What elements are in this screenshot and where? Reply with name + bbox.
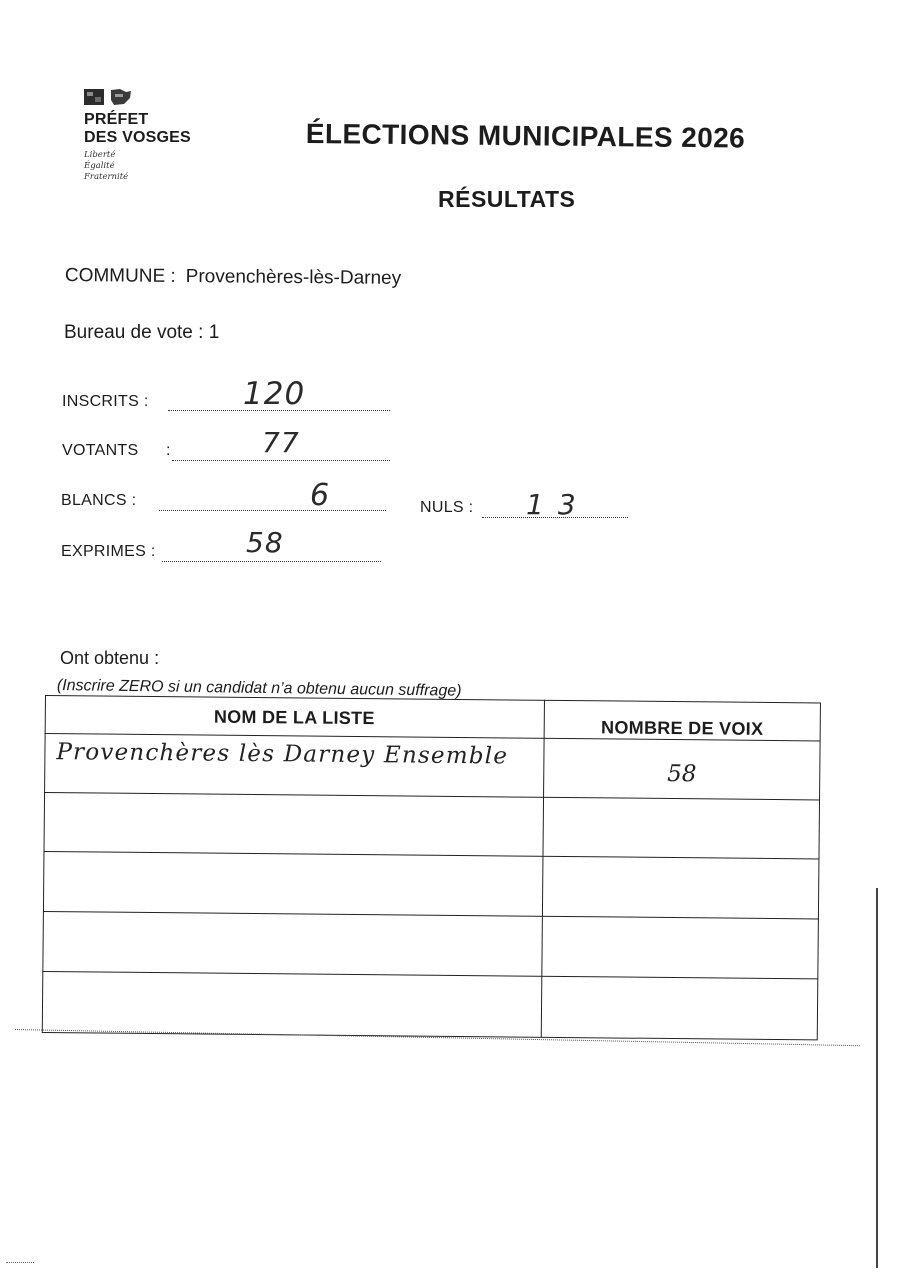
votants-separator: : (166, 442, 171, 459)
column-header-votes: NOMBRE DE VOIX (601, 717, 764, 739)
commune-line (65, 265, 401, 290)
nuls-value: 13 (526, 488, 590, 521)
votants-dotted-line (172, 460, 390, 461)
commune-label: COMMUNE : (64, 265, 176, 287)
table-row-1-list: Provenchères lès Darney Ensemble (56, 739, 509, 770)
motto-liberte: Liberté (84, 150, 116, 160)
authority-line-1: PRÉFET (84, 111, 149, 128)
votants-value: 77 (262, 426, 300, 459)
inscrits-value: 120 (243, 376, 306, 412)
blancs-dotted-line (159, 510, 386, 511)
commune-value: Provenchères-lès-Darney (185, 266, 402, 289)
results-instruction: (Inscrire ZERO si un candidat n’a obtenu aucun suffrage) (56, 677, 462, 700)
scan-edge-line (876, 888, 878, 1268)
table-row-1-votes: 58 (667, 760, 697, 788)
column-header-list: NOM DE LA LISTE (213, 706, 375, 729)
blancs-label: BLANCS : (61, 492, 137, 509)
republic-motto (84, 150, 128, 183)
authority-name (84, 111, 191, 147)
marianne-logo-icon (84, 88, 134, 106)
motto-egalite: Égalité (84, 161, 115, 171)
exprimes-dotted-line (162, 561, 381, 562)
exprimes-value: 58 (246, 526, 284, 559)
motto-fraternite: Fraternité (84, 172, 129, 182)
inscrits-label: INSCRITS : (62, 393, 149, 410)
exprimes-label: EXPRIMES : (61, 543, 156, 560)
results-table (42, 695, 821, 1040)
results-intro: Ont obtenu : (60, 648, 160, 668)
scan-edge-mark (6, 1262, 34, 1263)
document-title: ÉLECTIONS MUNICIPALES 2026 (305, 118, 746, 154)
document-subtitle: RÉSULTATS (438, 186, 576, 212)
votants-label: VOTANTS (62, 442, 139, 459)
blancs-value: 6 (310, 478, 331, 513)
bureau-label: Bureau de vote : 1 (64, 322, 220, 343)
nuls-label: NULS : (420, 499, 474, 516)
authority-line-2: DES VOSGES (84, 129, 191, 146)
